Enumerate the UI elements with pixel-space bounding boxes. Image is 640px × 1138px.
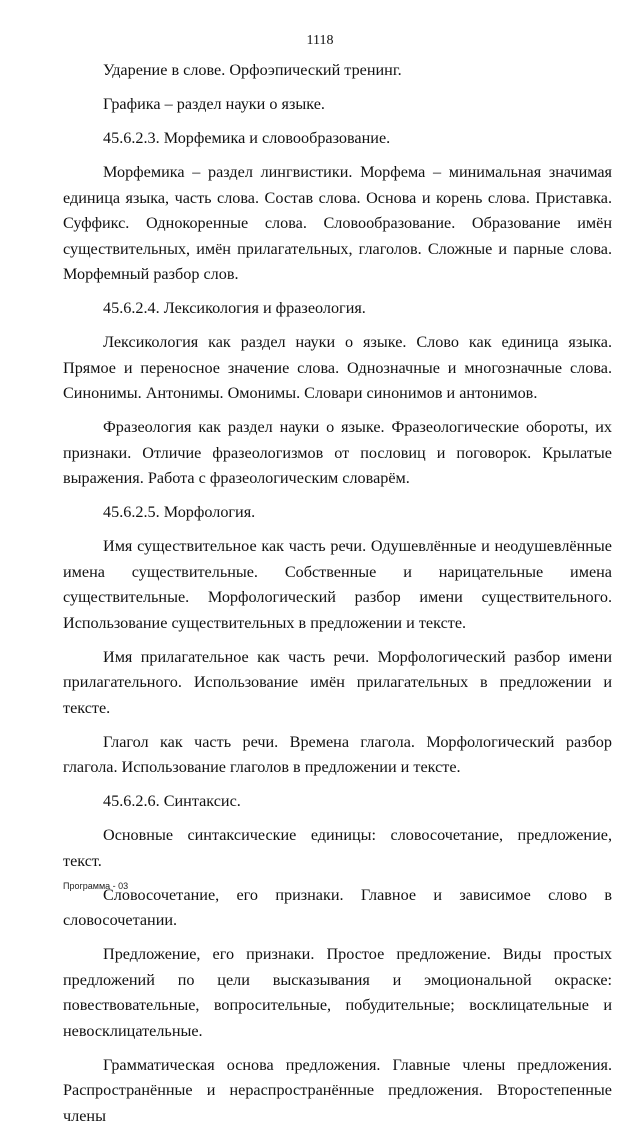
page-footer: Программа - 03 bbox=[63, 881, 129, 891]
paragraph-stress: Ударение в слове. Орфоэпический тренинг. bbox=[103, 61, 402, 79]
paragraph-sentence: Предложение, его признаки. Простое предложение. Виды простых предложений по цели высказывания и эмоциональной окраске: повествовательные, вопросительные, побудительные; восклицательные и невосклицательные. bbox=[63, 945, 612, 1040]
section-heading-morphemics: 45.6.2.3. Морфемика и словообразование. bbox=[103, 129, 391, 147]
section-heading-morphology: 45.6.2.5. Морфология. bbox=[103, 503, 256, 521]
paragraph-verb: Глагол как часть речи. Времена глагола. Морфологический разбор глагола. Использование глаголов в предложении и тексте. bbox=[63, 732, 612, 776]
section-heading-lexicology: 45.6.2.4. Лексикология и фразеология. bbox=[103, 299, 366, 317]
paragraph-lexicology: Лексикология как раздел науки о языке. Слово как единица языка. Прямое и переносное значение слова. Однозначные и многозначные слова. Синонимы. Антонимы. Омонимы. Словари синонимов и антонимов. bbox=[63, 333, 612, 402]
paragraph-word-combination: Словосочетание, его признаки. Главное и зависимое слово в словосочетании. bbox=[63, 885, 612, 929]
paragraph-adjective: Имя прилагательное как часть речи. Морфологический разбор имени прилагательного. Использование имён прилагательных в предложении и тексте. bbox=[63, 647, 612, 717]
section-heading-syntax: 45.6.2.6. Синтаксис. bbox=[103, 792, 241, 810]
paragraph-morphemics: Морфемика – раздел лингвистики. Морфема – минимальная значимая единица языка, часть слова. Состав слова. Основа и корень слова. Приставка. Суффикс. Однокоренные слова. Словообразование. Образование имён существительных, имён прилагательных, глаголов. Сложные и парные слова. Морфемный разбор слов. bbox=[63, 163, 612, 283]
document-body bbox=[63, 58, 612, 1138]
paragraph-noun: Имя существительное как часть речи. Одушевлённые и неодушевлённые имена существительные. Собственные и нарицательные имена существительные. Морфологический разбор имени существительного. Использование существительных в предложении и тексте. bbox=[63, 537, 612, 632]
paragraph-grammatical-basis: Грамматическая основа предложения. Главные члены предложения. Распространённые и нераспространённые предложения. Второстепенные члены bbox=[63, 1055, 612, 1125]
paragraph-phraseology: Фразеология как раздел науки о языке. Фразеологические обороты, их признаки. Отличие фразеологизмов от пословиц и поговорок. Крылатые выражения. Работа с фразеологическим словарём. bbox=[63, 418, 612, 487]
paragraph-graphics: Графика – раздел науки о языке. bbox=[103, 95, 325, 113]
page-number: 1118 bbox=[306, 33, 334, 48]
paragraph-syntax-units: Основные синтаксические единицы: словосочетание, предложение, текст. bbox=[63, 826, 612, 870]
